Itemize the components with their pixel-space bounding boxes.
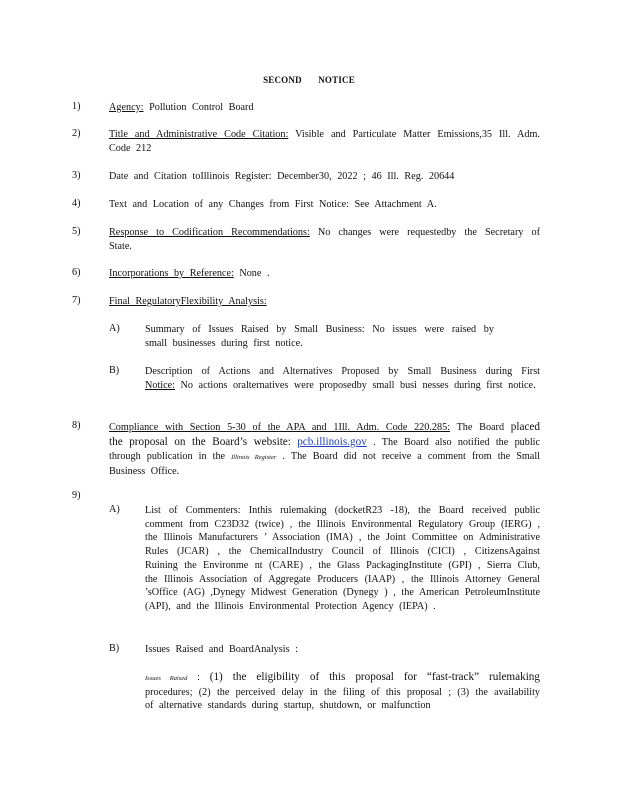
item-label: Title and Administrative Code Citation: [109, 129, 289, 140]
item-label: Response to Codification Recommendations: [109, 227, 310, 238]
item-text: None . [239, 268, 270, 279]
sub-letter: B) [109, 365, 120, 376]
item-text: Date and Citation toIllinois Register: December30, 2022 ; 46 Ill. Reg. 20644 [109, 171, 455, 182]
item-text: No changes were requestedby the Secretary of State. [109, 227, 541, 252]
item-text: The Board [456, 422, 505, 433]
illinois-register-label: Illinois Register [231, 454, 277, 461]
item-number: 8) [72, 420, 81, 431]
notice-label: Notice: [145, 379, 175, 391]
issues-rest: procedures; (2) the perceived delay in the filing of this proposal ; (3) the availability of alternative standards during startup, shutdown, or malfunction [145, 686, 540, 712]
item-number: 3) [72, 170, 81, 181]
item-text: Pollution Control Board [149, 102, 254, 113]
sub-letter: A) [109, 323, 120, 334]
sub-letter: B) [109, 643, 120, 654]
item-number: 1) [72, 101, 81, 112]
item-number: 7) [72, 295, 81, 306]
item-label: Compliance with Section 5-30 of the APA and 1Ill. Adm. Code 220.285: [109, 422, 451, 433]
item-label: Final RegulatoryFlexibility Analysis: [109, 296, 267, 307]
issues-raised-label: Issues Raised [145, 675, 188, 682]
issues-first: (1) the eligibility of this proposal for “fast-track” rulemaking [209, 671, 540, 683]
item-number: 6) [72, 267, 81, 278]
item-number: 4) [72, 198, 81, 209]
board-website-link[interactable]: pcb.illinois.gov [297, 436, 367, 448]
item-label: Incorporations by Reference: [109, 268, 234, 279]
page-title: SECOND NOTICE [263, 75, 355, 85]
item-number: 9) [72, 490, 81, 501]
item-number: 5) [72, 226, 81, 237]
item-text: Visible and Particulate Matter Emissions,35 Ill. Adm. Code 212 [109, 129, 540, 154]
sub-text-lead: Description of Actions and Alternatives Proposed by Small Business during First [145, 366, 540, 377]
sub-letter: A) [109, 504, 120, 515]
commenters-list: List of Commenters: Inthis rulemaking (docketR23 -18), the Board received public comment from C23D32 (twice) , the Illinois Environmental Regulatory Group (IERG) , the Illinois Manufacturers ’ Association (IMA) , the Joint Committee on Administrative Rules (JCAR) , the ChemicalIndustry Council of Illinois (CICI) , CitizensAgainst Ruining the Environme nt (CARE) , the Glass PackagingInstitute (GPI) , Sierra Club, the Illinois Association of Aggregate Producers (IAAP) , the Illinois Attorney General ’sOffice (AG) ,Dynegy Midwest Generation (Dynegy ) , the American PetroleumInstitute (API), and the Illinois Environmental Protection Agency (IEPA) . [145, 505, 540, 612]
sub-heading: Issues Raised and BoardAnalysis : [145, 644, 298, 655]
item-text-after-link: . The Board also notified the public through publication in the [109, 437, 541, 462]
issues-colon: : [197, 672, 200, 683]
sub-text: Summary of Issues Raised by Small Business: No issues were raised by small businesses during first notice. [145, 324, 494, 349]
website-statement: placed the proposal on the Board’s website: [109, 421, 540, 448]
sub-text-rest: No actions oralternatives were proposedby small busi nesses during first notice. [180, 379, 536, 391]
item-number: 2) [72, 128, 81, 139]
item-label: Agency: [109, 102, 144, 113]
item-text-rest: . The Board did not receive a comment from the Small Business Office. [109, 451, 540, 477]
item-text: Text and Location of any Changes from First Notice: See Attachment A. [109, 199, 437, 210]
